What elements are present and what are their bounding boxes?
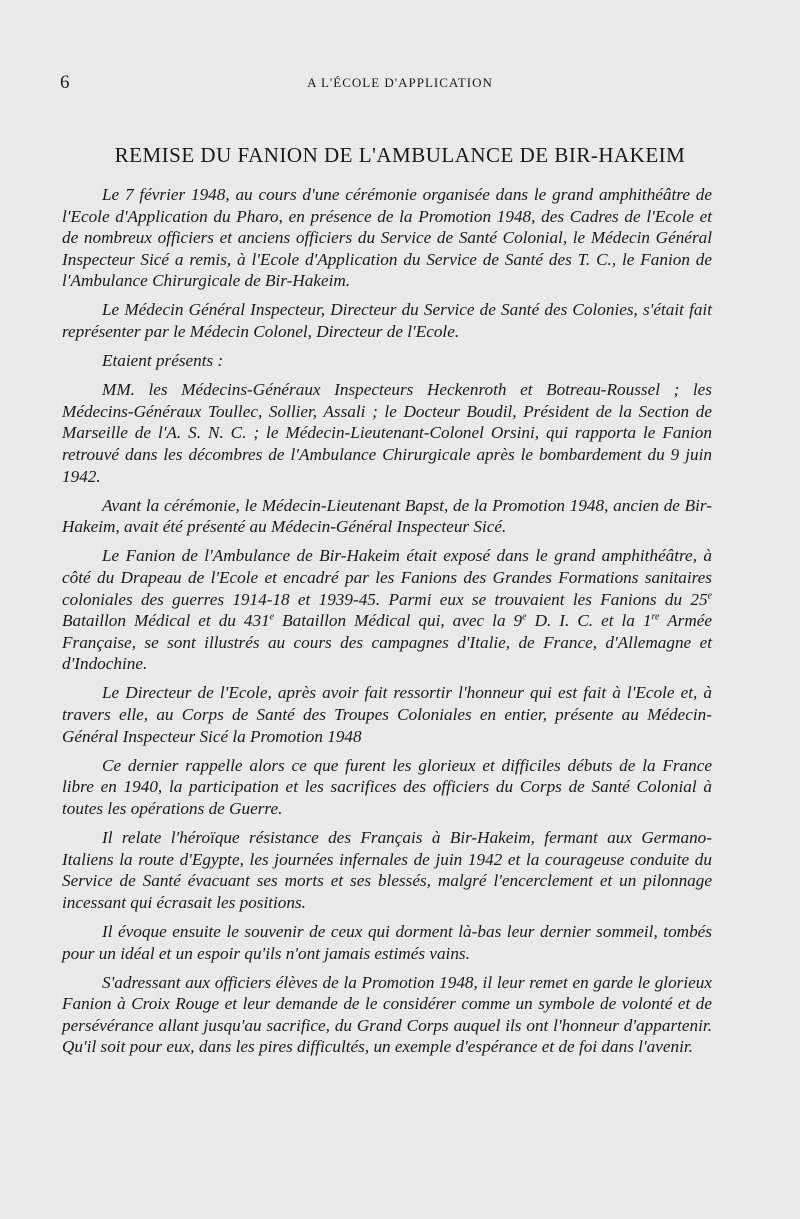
paragraph-resistance: Il relate l'héroïque résistance des Français à Bir-Hakeim, fermant aux Germano-Italiens la route d'Egypte, les journées infernales de juin 1942 et la courageuse conduite du Service de Santé évacuant ses morts et ses blessés, malgré l'encerclement et un pilonnage incessant qui écrasait les positions. — [62, 828, 712, 912]
ordinal-suffix: e — [269, 611, 275, 623]
paragraph-representation: Le Médecin Général Inspecteur, Directeur du Service de Santé des Colonies, s'était fait représenter par le Médecin Colonel, Directeur de l'Ecole. — [62, 300, 712, 342]
paragraph-remembrance: Il évoque ensuite le souvenir de ceux qui dorment là-bas leur dernier sommeil, tombés pour un idéal et un espoir qu'ils n'ont jamais estimés vains. — [62, 921, 712, 963]
ordinal-suffix: e — [522, 611, 527, 623]
paragraph-director: Le Directeur de l'Ecole, après avoir fait ressortir l'honneur qui est fait à l'Ecole et, à travers elle, au Corps de Santé des Troupes Coloniales en entier, présente au Médecin-Général Inspecteur Sicé la Promotion 1948 — [62, 683, 712, 746]
paragraph-present-heading: Etaient présents : — [102, 351, 224, 371]
running-head: A L'ÉCOLE D'APPLICATION — [307, 75, 493, 90]
page-header — [60, 72, 740, 96]
article-body — [62, 184, 712, 1065]
paragraph-free-france: Ce dernier rappelle alors ce que furent les glorieux et difficiles débuts de la France libre en 1940, la participation et les sacrifices des officiers du Corps de Santé Colonial à toutes les opérations de Guerre. — [62, 755, 712, 818]
ordinal-suffix: e — [707, 589, 712, 601]
paragraph-before-ceremony: Avant la cérémonie, le Médecin-Lieutenant Bapst, de la Promotion 1948, ancien de Bir-Hakeim, avait été présenté au Médecin-Général Inspecteur Sicé. — [62, 495, 712, 537]
paragraph-fanion-exhibit: Le Fanion de l'Ambulance de Bir-Hakeim était exposé dans le grand amphithéâtre, à côté du Drapeau de l'Ecole et encadré par les Fanions des Grandes Formations sanitaires coloniales des guerres 1914-18 et 1939-45. Parmi eux se trouvaient les Fanions du 25e Bataillon Médical et du 431e Bataillon Médical qui, avec la 9e D. I. C. et la 1re Armée Française, se sont illustrés au cours des campagnes d'Italie, de France, d'Allemagne et d'Indochine. — [62, 546, 712, 674]
paragraph-handover: S'adressant aux officiers élèves de la Promotion 1948, il leur remet en garde le glorieux Fanion à Croix Rouge et leur demande de le considérer comme un symbole de volonté et de persévérance allant jusqu'au sacrifice, du Grand Corps auquel ils ont l'honneur d'appartenir. Qu'il soit pour eux, dans les pires difficultés, un exemple d'espérance et de foi dans l'avenir. — [62, 972, 712, 1057]
page-number: 6 — [60, 72, 70, 93]
paragraph-attendees: MM. les Médecins-Généraux Inspecteurs Heckenroth et Botreau-Roussel ; les Médecins-Généraux Toullec, Sollier, Assali ; le Docteur Boudil, Président de la Section de Marseille de l'A. S. N. C. ; le Médecin-Lieutenant-Colonel Orsini, qui rapporta le Fanion retrouvé dans les décombres de l'Ambulance Chirurgicale après le bombardement du 9 juin 1942. — [62, 380, 712, 486]
paragraph-ceremony: Le 7 février 1948, au cours d'une cérémonie organisée dans le grand amphithéâtre de l'Ecole d'Application du Pharo, en présence de la Promotion 1948, des Cadres de l'Ecole et de nombreux officiers et anciens officiers du Service de Santé Colonial, le Médecin Général Inspecteur Sicé a remis, à l'Ecole d'Application du Service de Santé des T. C., le Fanion de l'Ambulance Chirurgicale de Bir-Hakeim. — [62, 185, 712, 291]
article-title: REMISE DU FANION DE L'AMBULANCE DE BIR-HAKEIM — [114, 143, 686, 167]
ordinal-suffix: re — [651, 611, 660, 623]
